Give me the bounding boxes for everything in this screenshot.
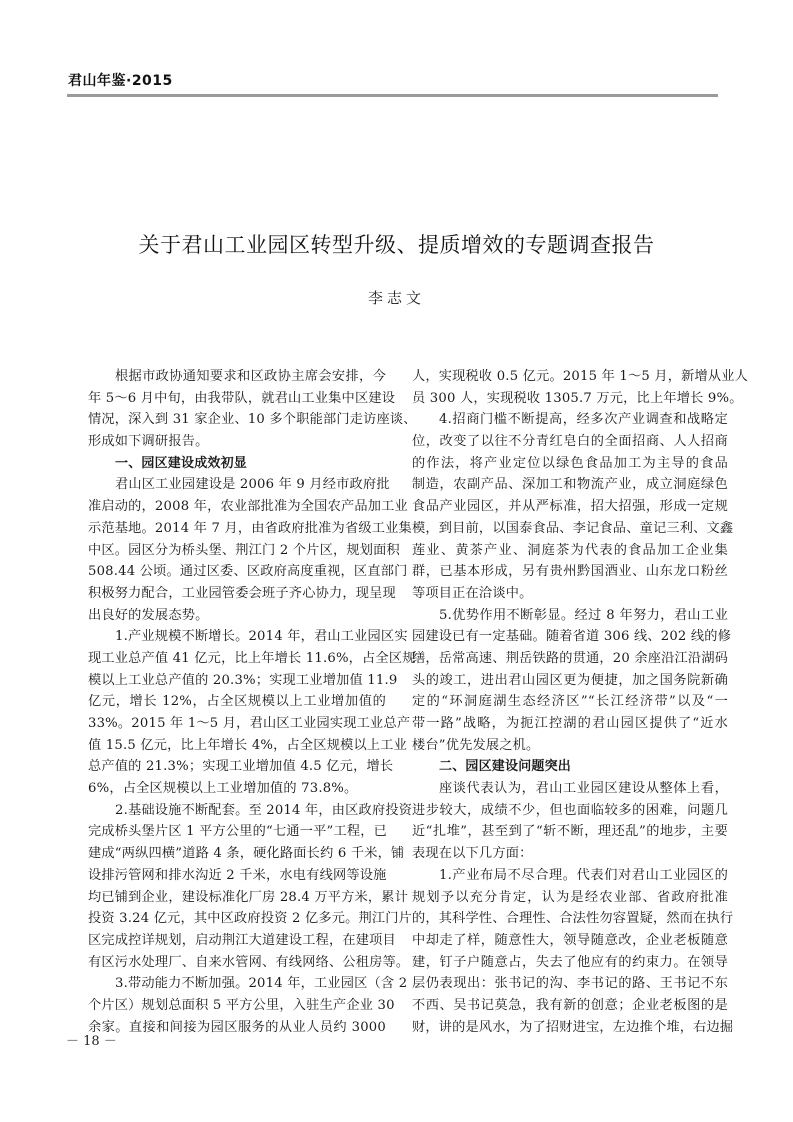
text-line: 值 15.5 亿元，比上年增长 4%，占全区规模以上工业 <box>88 737 408 753</box>
text-line: 君山区工业园建设是 2006 年 9 月经市政府批 <box>115 477 390 493</box>
text-line: 头的竣工，进出君山园区更为便捷，加之国务院新确 <box>412 672 728 688</box>
text-line: 建，钉子户随意占，失去了他应有的约束力。在领导 <box>412 954 728 970</box>
text-line: 园建设已有一定基础。随着省道 306 线、202 线的修 <box>412 629 732 645</box>
text-line: 莲业、黄茶产业、洞庭茶为代表的食品加工企业集 <box>412 542 728 558</box>
text-line: 2.基础设施不断配套。至 2014 年，由区政府投资 <box>115 802 413 818</box>
text-line: 模，到目前，以国泰食品、李记食品、童记三利、文鑫 <box>412 520 734 536</box>
text-line: 位，改变了以往不分青红皂白的全面招商、人人招商 <box>412 434 728 450</box>
text-line: 3.带动能力不断加强。2014 年，工业园区（含 2 <box>115 976 408 992</box>
text-line: 4.招商门槛不断提高，经多次产业调查和战略定 <box>439 412 728 428</box>
text-line: 形成如下调研报告。 <box>88 434 209 450</box>
text-line: 现工业总产值 41 亿元，比上年增长 11.6%，占全区规 <box>88 650 416 666</box>
text-line: 中却走了样，随意性大，领导随意改，企业老板随意 <box>412 932 728 948</box>
text-line: 积极努力配合，工业园管委会班子齐心协力，现呈现 <box>88 585 396 601</box>
text-line: 根据市政协通知要求和区政协主席会安排，今 <box>115 369 386 384</box>
text-line: 表现在以下几方面： <box>412 846 533 862</box>
text-line: 群，已基本形成，另有贵州黔国酒业、山东龙口粉丝 <box>412 564 728 580</box>
text-line: 情况，深入到 31 家企业、10 多个职能部门走访座谈、 <box>88 412 417 428</box>
text-line: 进步较大，成绩不少，但也面临较多的困难，问题几 <box>412 802 728 818</box>
text-line: 制造，农副产品、深加工和物流产业，成立洞庭绿色 <box>412 477 728 493</box>
text-line: 5.优势作用不断彰显。经过 8 年努力，君山工业 <box>439 607 728 623</box>
header-rule <box>67 94 718 97</box>
text-line: 6%，占全区规模以上工业增加值的 73.8%。 <box>88 781 358 797</box>
text-line: 总产值的 21.3%；实现工业增加值 4.5 亿元，增长 <box>88 759 394 775</box>
text-line: 个片区）规划总面积 5 平方公里，入驻生产企业 30 <box>88 997 395 1013</box>
text-line: 层仍表现出：张书记的沟、李书记的路、王书记不东 <box>412 976 728 992</box>
text-line: 33%。2015 年 1～5 月，君山区工业园实现工业总产 <box>88 716 411 731</box>
text-line: 缮，岳常高速、荆岳铁路的贯通，20 余座沿江沿湖码 <box>412 650 729 666</box>
text-line: 准启动的，2008 年，农业部批准为全国农产品加工业 <box>88 499 408 515</box>
text-line: 近“扎堆”，甚至到了“斩不断，理还乱”的地步，主要 <box>412 824 728 840</box>
text-line: 建成“两纵四横”道路 4 条，硬化路面长约 6 千米，铺 <box>88 846 405 862</box>
text-line: 座谈代表认为，君山工业园区建设从整体上看， <box>439 781 728 797</box>
text-line: 带一路”战略，为扼江控湖的君山园区提供了“近水 <box>412 716 728 731</box>
text-line: 1.产业规模不断增长。2014 年，君山工业园区实 <box>115 629 408 645</box>
text-line: 等项目正在洽谈中。 <box>412 585 533 601</box>
text-line: 财，讲的是风水，为了招财进宝，左边推个堆，右边掘 <box>412 1019 734 1035</box>
text-line: 1.产业布局不尽合理。代表们对君山工业园区的 <box>439 867 728 883</box>
left-column <box>88 366 417 1038</box>
text-line: 楼台”优先发展之机。 <box>412 737 540 753</box>
text-line: 出良好的发展态势。 <box>88 607 209 623</box>
text-line: 模以上工业总产值的 20.3%；实现工业增加值 11.9 <box>88 672 398 688</box>
text-line: 食品产业园区，并从严标准，招大招强，形成一定规 <box>412 499 728 515</box>
running-head: 君山年鉴·2015 <box>68 73 173 89</box>
text-line: 不西、吴书记莫急，我有新的创意；企业老板图的是 <box>412 997 728 1013</box>
text-line: 人，实现税收 0.5 亿元。2015 年 1～5 月，新增从业人 <box>412 369 749 384</box>
text-line: 亿元，增长 12%，占全区规模以上工业增加值的 <box>88 694 386 710</box>
text-line: 定的“环洞庭湖生态经济区”“长江经济带”以及“一 <box>412 694 728 710</box>
text-line: 的，其科学性、合理性、合法性勿容置疑，然而在执行 <box>412 911 734 927</box>
text-line: 有区污水处理厂、自来水管网、有线网络、公租房等。 <box>88 954 410 970</box>
text-line: 中区。园区分为桥头堡、荆江门 2 个片区，规划面积 <box>88 542 400 558</box>
text-line: 余家。直接和间接为园区服务的从业人员约 3000 <box>88 1019 386 1035</box>
text-line: 年 5～6 月中旬，由我带队，就君山工业集中区建设 <box>88 390 396 406</box>
text-line: 规划予以充分肯定，认为是经农业部、省政府批准 <box>412 889 728 905</box>
text-line: 508.44 公顷。通过区委、区政府高度重视，区直部门 <box>88 564 408 580</box>
text-line: 完成桥头堡片区 1 平方公里的“七通一平”工程，已 <box>88 824 388 840</box>
text-line: 设排污管网和排水沟近 2 千米，水电有线网等设施 <box>88 867 387 883</box>
text-line: 区完成控详规划，启动荆江大道建设工程，在建项目 <box>88 932 396 948</box>
text-line: 示范基地。2014 年 7 月，由省政府批准为省级工业集 <box>88 520 412 536</box>
text-line: 员 300 人，实现税收 1305.7 万元，比上年增长 9%。 <box>412 390 743 406</box>
text-line: 投资 3.24 亿元，其中区政府投资 2 亿多元。荆江门片 <box>88 911 413 927</box>
article-title: 关于君山工业园区转型升级、提质增效的专题调查报告 <box>138 233 655 257</box>
section-heading: 二、园区建设问题突出 <box>439 759 572 775</box>
author-name: 李志文 <box>367 289 425 307</box>
section-heading: 一、园区建设成效初显 <box>115 455 248 471</box>
page-number: － 18 － <box>66 1034 117 1049</box>
right-column <box>412 366 749 1038</box>
text-line: 的作法，将产业定位以绿色食品加工为主导的食品 <box>412 455 728 471</box>
text-line: 均已铺到企业，建设标准化厂房 28.4 万平方米，累计 <box>88 889 409 905</box>
